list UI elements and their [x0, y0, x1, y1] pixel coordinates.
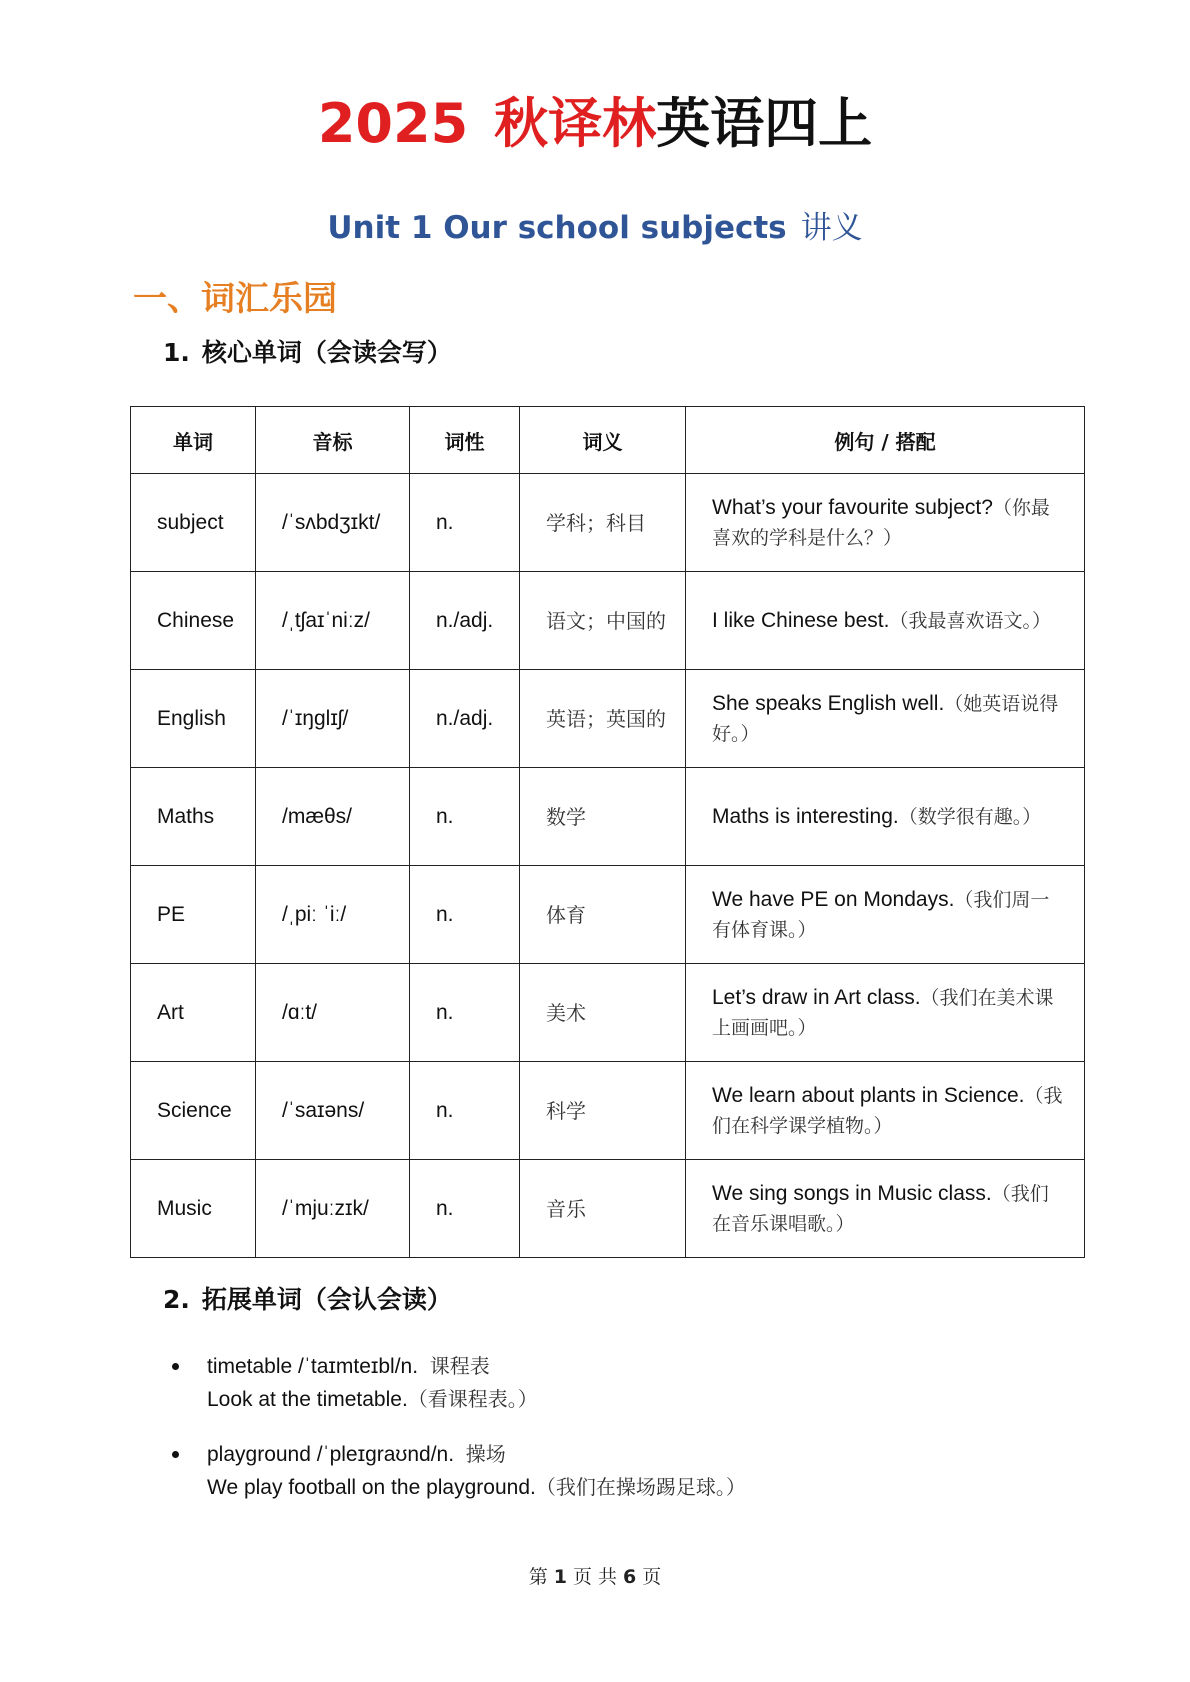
extended-word-meaning: 课程表: [429, 1354, 490, 1378]
example-en: Let’s draw in Art class.: [712, 985, 921, 1009]
table-row: [131, 964, 1085, 1062]
cell-example: [686, 1062, 1085, 1160]
extended-word-example-en: Look at the timetable.: [207, 1388, 408, 1411]
cell-meaning: 数学: [520, 768, 686, 866]
cell-ipa: /ˌpiː ˈiː/: [256, 866, 410, 964]
cell-word: Art: [131, 964, 256, 1062]
cell-word: Music: [131, 1160, 256, 1258]
extended-words-heading: [163, 1282, 452, 1318]
example-cn: （我们在音乐课唱歌。）: [712, 1182, 1049, 1235]
example-cn: （我们周一有体育课。）: [712, 888, 1050, 941]
list-item: [165, 1350, 1085, 1416]
cell-ipa: /ˈsaɪəns/: [256, 1062, 410, 1160]
cell-meaning: 科学: [520, 1062, 686, 1160]
cell-pos: n./adj.: [410, 572, 520, 670]
cell-pos: n.: [410, 474, 520, 572]
example-cn: （我最喜欢语文。）: [889, 609, 1051, 632]
cell-meaning: 语文；中国的: [520, 572, 686, 670]
example-en: Maths is interesting.: [712, 804, 899, 828]
core-words-number: 1.: [163, 338, 190, 367]
extended-word-example-en: We play football on the playground.: [207, 1476, 536, 1499]
cell-example: [686, 474, 1085, 572]
cell-meaning: 音乐: [520, 1160, 686, 1258]
extended-word-entry: timetable /ˈtaɪmteɪbl/n.: [207, 1355, 419, 1378]
example-cn: （她英语说得好。）: [712, 692, 1059, 745]
cell-ipa: /ɑːt/: [256, 964, 410, 1062]
extended-word-example-cn: （看课程表。）: [407, 1387, 538, 1411]
footer-page-number: 1: [553, 1566, 567, 1588]
cell-example: [686, 866, 1085, 964]
extended-words-list: [165, 1350, 1085, 1526]
cell-example: [686, 1160, 1085, 1258]
cell-word: Chinese: [131, 572, 256, 670]
cell-example: [686, 768, 1085, 866]
cell-example: [686, 670, 1085, 768]
cell-word: Science: [131, 1062, 256, 1160]
table-row: [131, 1062, 1085, 1160]
example-en: We sing songs in Music class.: [712, 1181, 992, 1205]
unit-subtitle-en: Unit 1 Our school subjects: [327, 210, 787, 246]
title-year: 2025: [317, 92, 469, 155]
cell-meaning: 英语；英国的: [520, 670, 686, 768]
column-header-word: 单词: [131, 407, 256, 474]
column-header-ipa: 音标: [256, 407, 410, 474]
cell-ipa: /ˈɪŋɡlɪʃ/: [256, 670, 410, 768]
cell-pos: n.: [410, 1160, 520, 1258]
example-cn: （数学很有趣。）: [898, 805, 1042, 828]
cell-pos: n.: [410, 1062, 520, 1160]
bullet-icon: [172, 1363, 179, 1370]
extended-word-example-cn: （我们在操场踢足球。）: [535, 1475, 746, 1499]
example-en: We have PE on Mondays.: [712, 887, 955, 911]
table-header-row: [131, 407, 1085, 474]
cell-pos: n.: [410, 768, 520, 866]
section-heading-vocabulary: 一、词汇乐园: [133, 279, 337, 319]
extended-word-meaning: 操场: [465, 1442, 506, 1466]
cell-pos: n.: [410, 866, 520, 964]
example-cn: （我们在科学课学植物。）: [712, 1084, 1063, 1137]
cell-word: PE: [131, 866, 256, 964]
cell-ipa: /ˈmjuːzɪk/: [256, 1160, 410, 1258]
cell-word: subject: [131, 474, 256, 572]
table-row: [131, 670, 1085, 768]
unit-subtitle-cn: 讲义: [800, 210, 863, 246]
bullet-icon: [172, 1451, 179, 1458]
footer-total-pages: 6: [623, 1566, 637, 1588]
cell-meaning: 学科；科目: [520, 474, 686, 572]
column-header-meaning: 词义: [520, 407, 686, 474]
cell-pos: n./adj.: [410, 670, 520, 768]
document-title: [0, 88, 1190, 160]
cell-pos: n.: [410, 964, 520, 1062]
unit-subtitle: [0, 206, 1190, 250]
table-row: [131, 474, 1085, 572]
column-header-example: 例句 / 搭配: [686, 407, 1085, 474]
cell-meaning: 体育: [520, 866, 686, 964]
cell-ipa: /ˌtʃaɪˈniːz/: [256, 572, 410, 670]
table-row: [131, 1160, 1085, 1258]
extended-words-number: 2.: [163, 1285, 190, 1314]
footer-prefix: 第: [528, 1566, 548, 1588]
footer-mid: 页 共: [572, 1566, 618, 1588]
cell-example: [686, 572, 1085, 670]
cell-example: [686, 964, 1085, 1062]
title-brand: 秋译林: [494, 92, 657, 155]
example-en: I like Chinese best.: [712, 608, 890, 632]
column-header-pos: 词性: [410, 407, 520, 474]
example-en: What’s your favourite subject?: [712, 495, 993, 519]
list-item: [165, 1438, 1085, 1504]
cell-word: Maths: [131, 768, 256, 866]
footer-suffix: 页: [642, 1566, 662, 1588]
example-cn: （我们在美术课上画画吧。）: [712, 986, 1054, 1039]
core-words-heading: [163, 335, 452, 371]
table-row: [131, 768, 1085, 866]
cell-ipa: /mæθs/: [256, 768, 410, 866]
extended-word-entry: playground /ˈpleɪɡraʊnd/n.: [207, 1443, 455, 1466]
cell-meaning: 美术: [520, 964, 686, 1062]
example-en: She speaks English well.: [712, 691, 945, 715]
example-en: We learn about plants in Science.: [712, 1083, 1025, 1107]
core-words-title: 核心单词（会读会写）: [201, 338, 452, 367]
extended-words-title: 拓展单词（会认会读）: [201, 1285, 452, 1314]
cell-word: English: [131, 670, 256, 768]
table-row: [131, 866, 1085, 964]
core-words-table: [130, 406, 1085, 1258]
title-rest: 英语四上: [656, 92, 873, 155]
cell-ipa: /ˈsʌbdʒɪkt/: [256, 474, 410, 572]
page-footer: [0, 1562, 1190, 1589]
example-cn: （你最喜欢的学科是什么？）: [712, 496, 1050, 549]
table-row: [131, 572, 1085, 670]
